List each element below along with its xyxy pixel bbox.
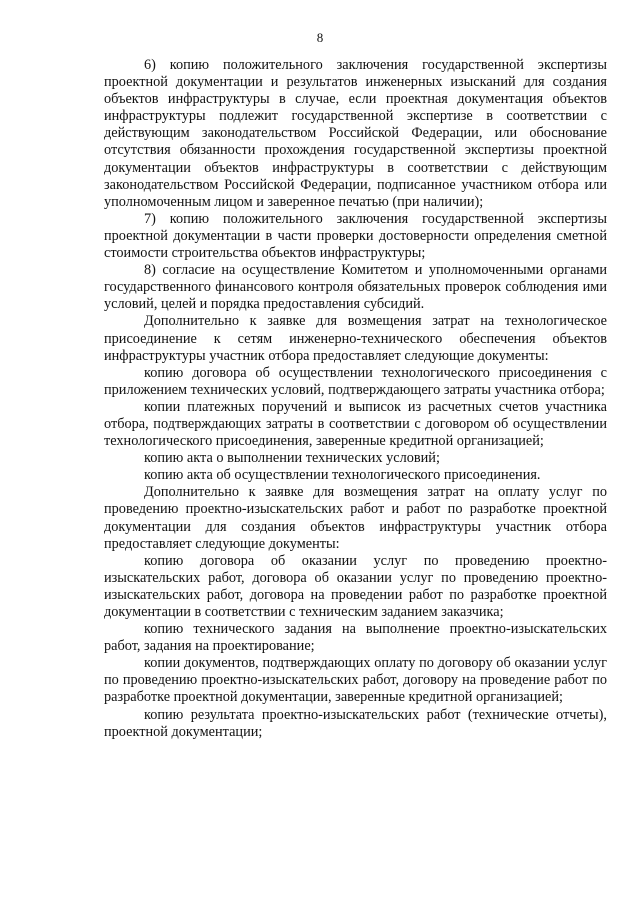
- paragraph-tech-connection-intro: Дополнительно к заявке для возмещения затрат на технологическое присоединение к сетям инженерно-технического обеспечения объектов инфраструктуры участник отбора предоставляет следующие документы:: [104, 313, 607, 364]
- paragraph-item-8: 8) согласие на осуществление Комитетом и уполномоченными органами государственного финансового контроля обязательных проверок соблюдения ими условий, целей и порядка предоставления субсидий.: [104, 262, 607, 313]
- paragraph-design-survey-intro: Дополнительно к заявке для возмещения затрат на оплату услуг по проведению проектно-изыскательских работ и работ по разработке проектной документации для создания объектов инфраструктуры участник отбора предоставляет следующие документы:: [104, 484, 607, 552]
- paragraph-connection-act: копию акта об осуществлении технологического присоединения.: [144, 467, 541, 484]
- paragraph-item-7: 7) копию положительного заключения государственной экспертизы проектной документации в части проверки достоверности определения сметной стоимости строительства объектов инфраструктуры;: [104, 210, 607, 262]
- paragraph-payment-documents: копии документов, подтверждающих оплату по договору об оказании услуг по проведению проектно-изыскательских работ, договору на проведение работ по разработке проектной документации, заверенные кредитной организацией;: [104, 655, 607, 706]
- paragraph-survey-results: копию результата проектно-изыскательских работ (технические отчеты), проектной документации;: [104, 706, 607, 740]
- paragraph-tech-connection-contract: копию договора об осуществлении технологического присоединения с приложением технических условий, подтверждающего затраты участника отбора;: [104, 364, 607, 398]
- paragraph-design-survey-contract: копию договора об оказании услуг по проведению проектно-изыскательских работ, договора об оказании услуг по проведению проектно-изыскательских работ, договора на проведении работ по разработке проектной документации в соответствии с техническим заданием заказчика;: [104, 552, 607, 620]
- paragraph-technical-conditions-act: копию акта о выполнении технических условий;: [144, 450, 440, 467]
- paragraph-item-6: 6) копию положительного заключения государственной экспертизы проектной документации и результатов инженерных изысканий для создания объектов инфраструктуры в случае, если проектная документация объектов инфраструктуры подлежит государственной экспертизе в соответствии с действующим законодательством Российской Федерации, или обоснование отсутствия обязанности прохождения государственной экспертизы проектной документации объектов инфраструктуры в соответствии с действующим законодательством Российской Федерации, подписанное участником отбора или уполномоченным лицом и заверенное печатью (при наличии);: [104, 57, 607, 210]
- page-number: 8: [316, 30, 324, 45]
- paragraph-payment-orders: копии платежных поручений и выписок из расчетных счетов участника отбора, подтверждающих затраты в соответствии с договором об осуществлении технологического присоединения, заверенные кредитной организацией;: [104, 398, 607, 450]
- document-body: [104, 57, 607, 741]
- paragraph-technical-assignment: копию технического задания на выполнение проектно-изыскательских работ, задания на проектирование;: [104, 621, 607, 655]
